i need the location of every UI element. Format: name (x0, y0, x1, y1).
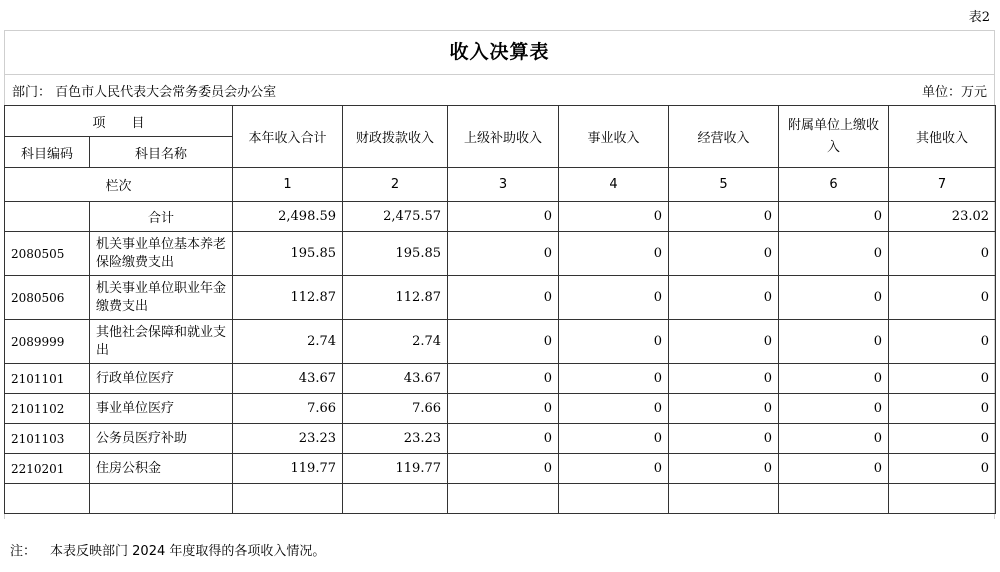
income-value: 195.85 (343, 232, 448, 276)
income-value: 0 (669, 232, 779, 276)
income-value: 0 (448, 276, 559, 320)
subject-name: 行政单位医疗 (90, 364, 233, 394)
header-col-3: 上级补助收入 (448, 106, 559, 168)
total-value: 0 (448, 202, 559, 232)
income-value: 0 (669, 454, 779, 484)
table-row (5, 276, 996, 320)
table-row (5, 364, 996, 394)
income-value: 0 (779, 232, 889, 276)
header-col-2: 财政拨款收入 (343, 106, 448, 168)
income-value: 119.77 (233, 454, 343, 484)
income-value: 0 (779, 394, 889, 424)
table-row (5, 454, 996, 484)
income-value: 112.87 (343, 276, 448, 320)
income-value: 7.66 (233, 394, 343, 424)
income-value: 0 (669, 424, 779, 454)
income-value: 0 (779, 276, 889, 320)
total-value: 2,475.57 (343, 202, 448, 232)
income-value: 119.77 (343, 454, 448, 484)
subject-code: 2089999 (5, 320, 90, 364)
header-row-1 (5, 106, 996, 137)
total-value: 23.02 (889, 202, 996, 232)
column-number: 1 (233, 168, 343, 202)
subject-code: 2080506 (5, 276, 90, 320)
income-value: 112.87 (233, 276, 343, 320)
income-value: 0 (559, 232, 669, 276)
total-label: 合计 (90, 202, 233, 232)
unit-label: 单位： (921, 85, 961, 100)
subject-name: 机关事业单位职业年金缴费支出 (90, 276, 233, 320)
income-value: 2.74 (233, 320, 343, 364)
income-value: 43.67 (233, 364, 343, 394)
income-value: 23.23 (233, 424, 343, 454)
income-value: 0 (889, 424, 996, 454)
total-value: 0 (779, 202, 889, 232)
income-value: 0 (669, 276, 779, 320)
header-col-6: 附属单位上缴收入 (779, 106, 889, 168)
total-value: 0 (669, 202, 779, 232)
empty-cell (5, 484, 90, 514)
empty-cell (559, 484, 669, 514)
column-number: 7 (889, 168, 996, 202)
empty-cell (889, 484, 996, 514)
empty-cell (90, 484, 233, 514)
empty-row (5, 484, 996, 514)
empty-cell (669, 484, 779, 514)
income-value: 0 (889, 320, 996, 364)
sheet-number: 表2 (968, 10, 990, 25)
income-value: 0 (559, 364, 669, 394)
column-number: 5 (669, 168, 779, 202)
income-value: 0 (889, 394, 996, 424)
footnote-text: 本表反映部门 2024 年度取得的各项收入情况。 (50, 544, 326, 559)
department-label: 部门： (12, 85, 52, 100)
subject-code: 2101101 (5, 364, 90, 394)
subject-name: 事业单位医疗 (90, 394, 233, 424)
table-row (5, 394, 996, 424)
income-value: 7.66 (343, 394, 448, 424)
income-value: 0 (889, 276, 996, 320)
report-meta (4, 74, 995, 104)
income-table (4, 105, 996, 514)
table-row (5, 424, 996, 454)
income-value: 0 (779, 320, 889, 364)
income-value: 0 (669, 320, 779, 364)
footnote (10, 540, 325, 559)
income-value: 0 (559, 424, 669, 454)
header-item: 项 目 (5, 106, 233, 137)
subject-name: 住房公积金 (90, 454, 233, 484)
footnote-label: 注： (10, 544, 37, 559)
income-value: 0 (448, 394, 559, 424)
income-value: 0 (559, 320, 669, 364)
header-col-1: 本年收入合计 (233, 106, 343, 168)
income-value: 0 (559, 394, 669, 424)
subject-code: 2101103 (5, 424, 90, 454)
column-number: 3 (448, 168, 559, 202)
header-col-5: 经营收入 (669, 106, 779, 168)
empty-cell (779, 484, 889, 514)
income-value: 0 (779, 454, 889, 484)
row-index-label: 栏次 (5, 168, 233, 202)
column-number: 2 (343, 168, 448, 202)
income-value: 0 (448, 232, 559, 276)
table-row (5, 320, 996, 364)
income-value: 0 (669, 364, 779, 394)
income-value: 0 (779, 364, 889, 394)
report-title: 收入决算表 (449, 41, 550, 63)
income-value: 0 (448, 454, 559, 484)
department-line (12, 81, 276, 100)
department-name: 百色市人民代表大会常务委员会办公室 (55, 85, 277, 100)
income-value: 0 (559, 454, 669, 484)
header-col-7: 其他收入 (889, 106, 996, 168)
income-value: 0 (889, 232, 996, 276)
unit-value: 万元 (960, 85, 987, 100)
subject-name: 机关事业单位基本养老保险缴费支出 (90, 232, 233, 276)
income-value: 0 (889, 454, 996, 484)
column-index-row (5, 168, 996, 202)
total-code-cell (5, 202, 90, 232)
income-value: 0 (448, 424, 559, 454)
table-row (5, 232, 996, 276)
total-value: 2,498.59 (233, 202, 343, 232)
empty-cell (343, 484, 448, 514)
income-value: 0 (448, 320, 559, 364)
income-value: 43.67 (343, 364, 448, 394)
unit-line (922, 81, 987, 100)
subject-name: 其他社会保障和就业支出 (90, 320, 233, 364)
subject-code: 2080505 (5, 232, 90, 276)
income-value: 23.23 (343, 424, 448, 454)
empty-cell (233, 484, 343, 514)
income-value: 0 (448, 364, 559, 394)
income-value: 195.85 (233, 232, 343, 276)
header-subject-code: 科目编码 (5, 137, 90, 168)
income-value: 0 (779, 424, 889, 454)
subject-code: 2101102 (5, 394, 90, 424)
income-value: 0 (559, 276, 669, 320)
header-col-4: 事业收入 (559, 106, 669, 168)
empty-cell (448, 484, 559, 514)
income-value: 2.74 (343, 320, 448, 364)
subject-name: 公务员医疗补助 (90, 424, 233, 454)
income-value: 0 (669, 394, 779, 424)
total-row (5, 202, 996, 232)
header-subject-name: 科目名称 (90, 137, 233, 168)
subject-code: 2210201 (5, 454, 90, 484)
income-value: 0 (889, 364, 996, 394)
column-number: 6 (779, 168, 889, 202)
column-number: 4 (559, 168, 669, 202)
total-value: 0 (559, 202, 669, 232)
